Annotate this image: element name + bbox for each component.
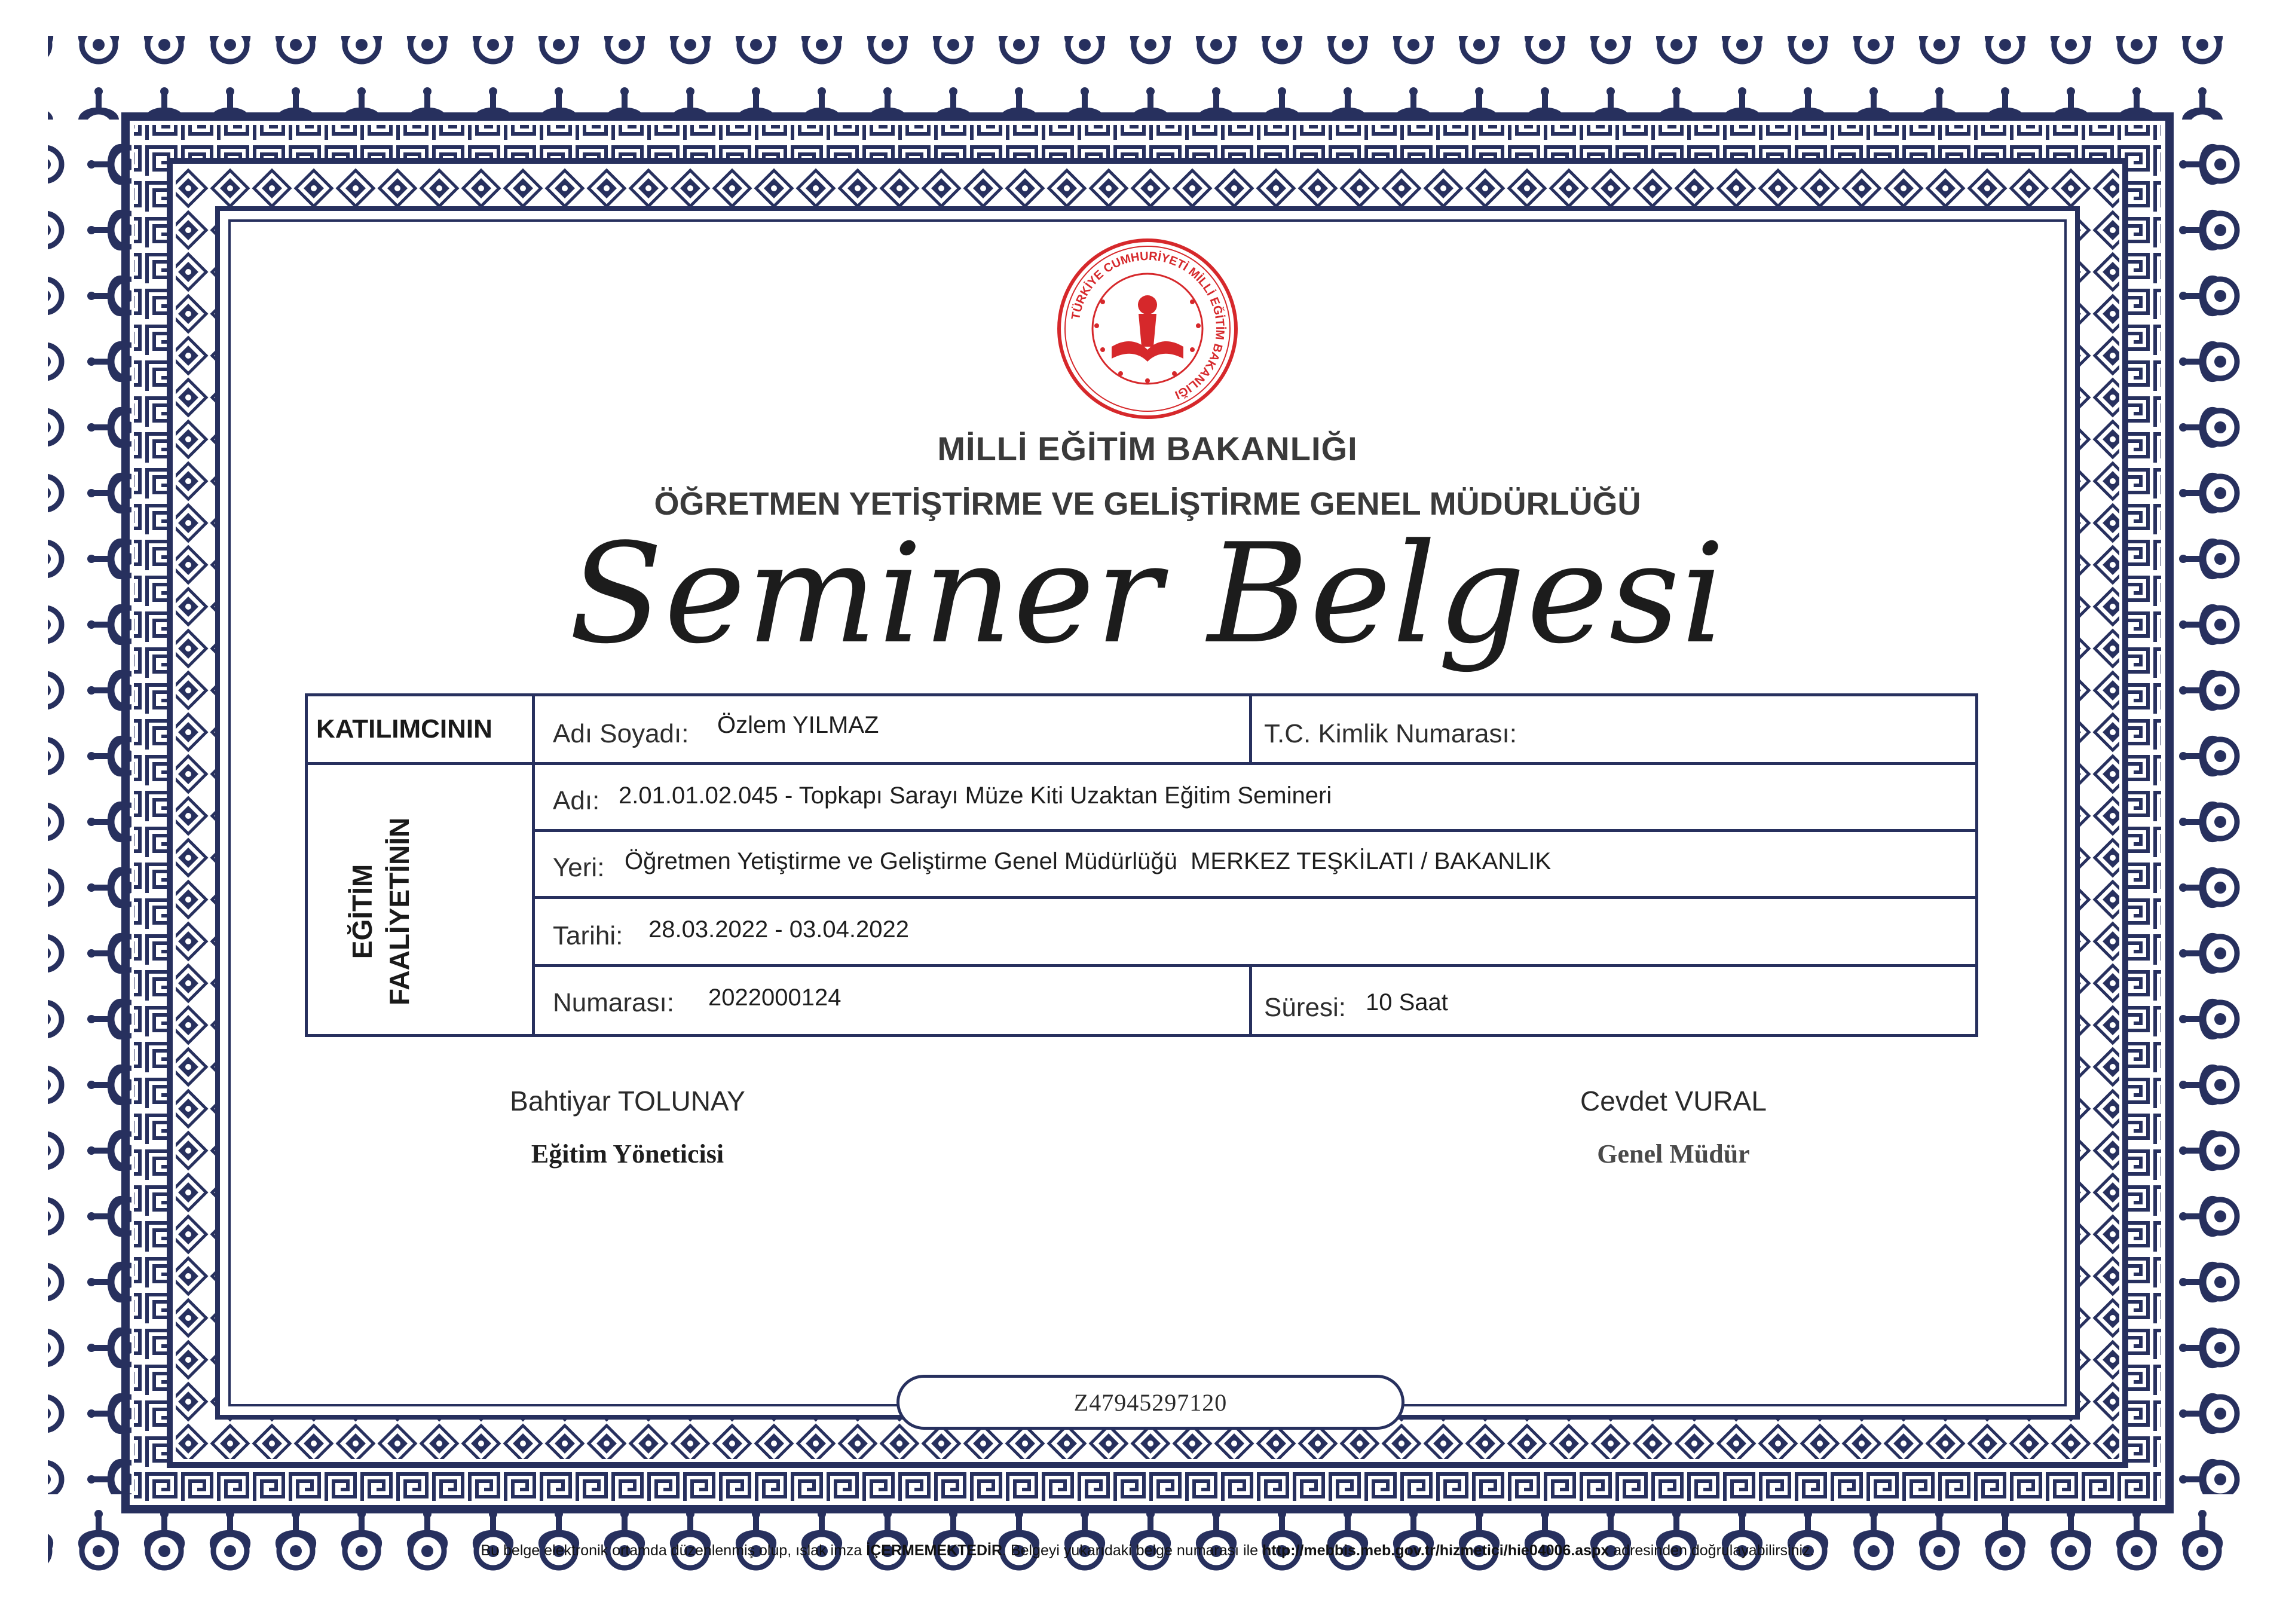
- verification-note: [0, 1542, 2295, 1559]
- activity-label-line1: EĞİTİM: [347, 864, 378, 959]
- activity-place-value: Öğretmen Yetiştirme ve Geliştirme Genel Müdürlüğü MERKEZ TEŞKİLATI / BAKANLIK: [625, 848, 1552, 874]
- meb-seal-icon: [1055, 236, 1240, 421]
- activity-name-label: Adı:: [553, 786, 600, 815]
- activity-number-label: Numarası:: [553, 988, 674, 1017]
- participant-section-label: KATILIMCININ: [316, 714, 492, 744]
- document-title: Seminer Belgesi: [568, 515, 1727, 674]
- activity-place-label: Yeri:: [553, 853, 605, 882]
- footer-text-3: adresinden doğrulayabilirsiniz.: [1609, 1542, 1814, 1559]
- participant-name-label: Adı Soyadı:: [553, 719, 689, 748]
- right-signatory-title: Genel Müdür: [1597, 1139, 1750, 1169]
- right-signatory-name: Cevdet VURAL: [1580, 1085, 1767, 1117]
- serial-number: Z47945297120: [1073, 1388, 1228, 1416]
- footer-text-1: Bu belge elektronik ortamda düzenlenmiş olup, ıslak imza: [481, 1542, 867, 1559]
- activity-number-value: 2022000124: [708, 984, 842, 1011]
- activity-date-label: Tarihi:: [553, 921, 623, 950]
- footer-text-2: . Belgeyi yukarıdaki belge numarası ile: [1002, 1542, 1263, 1559]
- activity-name-value: 2.01.01.02.045 - Topkapı Sarayı Müze Kiti Uzaktan Eğitim Semineri: [619, 782, 1332, 809]
- ministry-title: MİLLİ EĞİTİM BAKANLIĞI: [937, 430, 1358, 467]
- activity-section-label: [344, 792, 487, 1031]
- info-table: [305, 693, 1978, 1037]
- verification-url[interactable]: http://mebbis.meb.gov.tr/hizmetici/hie04006.aspx: [1262, 1542, 1609, 1559]
- svg-text:TÜRKİYE CUMHURİYETİ MİLLİ EĞİT: TÜRKİYE CUMHURİYETİ MİLLİ EĞİTİM BAKANLIĞI: [1069, 249, 1227, 402]
- participant-name-value: Özlem YILMAZ: [717, 712, 879, 738]
- footer-bold-1: İÇERMEMEKTEDİR: [866, 1542, 1003, 1559]
- serial-number-box: [896, 1375, 1404, 1430]
- left-signatory-name: Bahtiyar TOLUNAY: [510, 1085, 745, 1117]
- left-signatory-title: Eğitim Yöneticisi: [531, 1139, 724, 1169]
- activity-date-value: 28.03.2022 - 03.04.2022: [648, 916, 909, 943]
- activity-duration-label: Süresi:: [1264, 993, 1346, 1022]
- activity-duration-value: 10 Saat: [1366, 989, 1448, 1016]
- tc-id-label: T.C. Kimlik Numarası:: [1264, 719, 1517, 748]
- directorate-title: ÖĞRETMEN YETİŞTİRME VE GELİŞTİRME GENEL MÜDÜRLÜĞÜ: [654, 486, 1641, 522]
- activity-label-line2: FAALİYETİNİN: [384, 817, 415, 1006]
